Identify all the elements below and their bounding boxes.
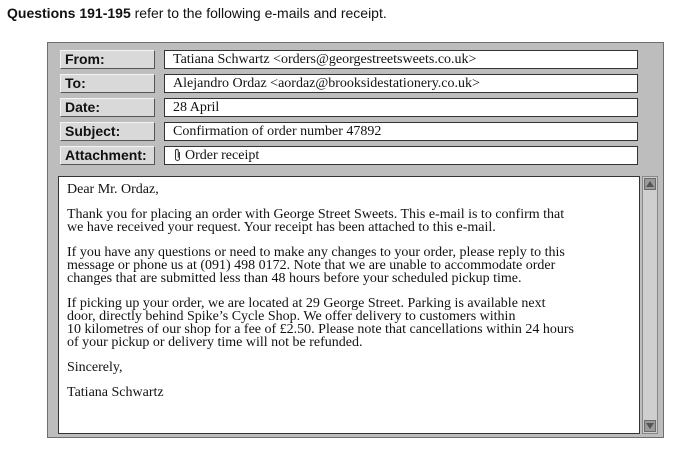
from-row — [60, 50, 638, 69]
body-paragraph-changes: If you have any questions or need to make any changes to your order, please reply to this message or phone us at (091) 498 0172. Note that we are unable to accommodate order changes that are submitted less than 48 hours before your scheduled pickup time. — [67, 245, 565, 286]
to-row — [60, 74, 638, 93]
instruction-line — [7, 5, 387, 21]
subject-label: Subject: — [60, 122, 155, 141]
question-range: Questions 191-195 — [7, 5, 131, 21]
to-field[interactable]: Alejandro Ordaz <aordaz@brooksidestationery.co.uk> — [164, 74, 638, 93]
date-label: Date: — [60, 98, 155, 117]
from-field[interactable]: Tatiana Schwartz <orders@georgestreetsweets.co.uk> — [164, 50, 638, 69]
attachment-field[interactable] — [164, 146, 638, 165]
date-row — [60, 98, 638, 117]
salutation: Dear Mr. Ordaz, — [67, 182, 159, 197]
date-field[interactable]: 28 April — [164, 98, 638, 117]
scroll-up-button[interactable] — [644, 178, 656, 190]
scroll-down-button[interactable] — [644, 420, 656, 432]
attachment-row — [60, 146, 638, 165]
signature: Tatiana Schwartz — [67, 385, 164, 400]
email-window — [47, 42, 664, 438]
to-label: To: — [60, 74, 155, 93]
attachment-label: Attachment: — [60, 146, 155, 165]
arrow-up-icon — [645, 179, 655, 189]
attachment-name[interactable]: Order receipt — [185, 148, 260, 163]
email-body — [58, 176, 640, 434]
vertical-scrollbar[interactable] — [642, 176, 658, 434]
body-paragraph-pickup: If picking up your order, we are located at 29 George Street. Parking is available next door, directly behind Spike’s Cycle Shop. We offer delivery to customers within 10 kilometres of our shop for a fee of £2.50. Please note that cancellations within 24 hours of your pickup or delivery time will not be refunded. — [67, 296, 574, 350]
paperclip-icon — [173, 148, 182, 165]
subject-row — [60, 122, 638, 141]
body-paragraph-confirmation: Thank you for placing an order with George Street Sweets. This e-mail is to confirm that we have received your request. Your receipt has been attached to this e-mail. — [67, 207, 565, 235]
from-label: From: — [60, 50, 155, 69]
arrow-down-icon — [645, 421, 655, 431]
instruction-text: refer to the following e-mails and receipt. — [130, 5, 387, 21]
subject-field[interactable]: Confirmation of order number 47892 — [164, 122, 638, 141]
closing: Sincerely, — [67, 360, 123, 375]
